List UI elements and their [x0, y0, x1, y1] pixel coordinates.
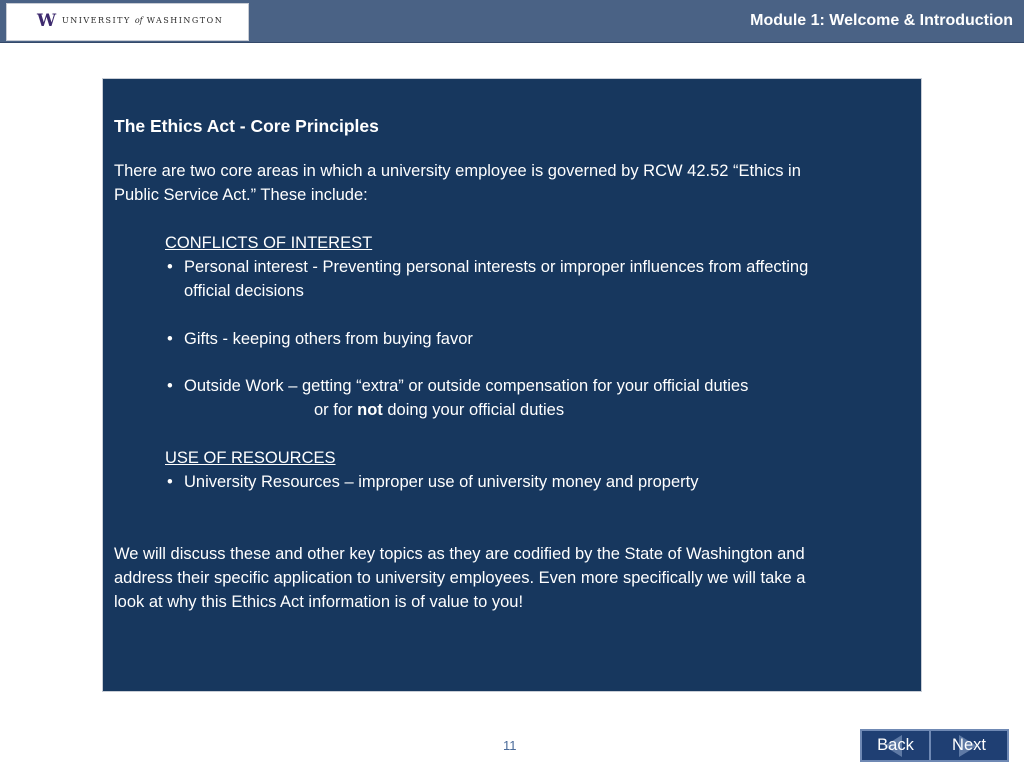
- page-number: 11: [503, 738, 517, 753]
- closing-text-line-1: We will discuss these and other key topics as they are codified by the State of Washington and: [114, 545, 805, 563]
- closing-text-line-3: look at why this Ethics Act information is of value to you!: [114, 593, 524, 611]
- module-title: Module 1: Welcome & Introduction: [750, 12, 1013, 29]
- uw-w-logo-icon: W: [37, 11, 56, 31]
- bullet-marker: •: [167, 377, 173, 395]
- bullet-marker: •: [167, 473, 173, 491]
- next-button-label: Next: [952, 736, 986, 754]
- intro-text-line-1: There are two core areas in which a university employee is governed by RCW 42.52 “Ethics in: [114, 162, 801, 180]
- bullet-outside-work-line-1: Outside Work – getting “extra” or outside compensation for your official duties: [184, 377, 749, 395]
- section-heading-resources: USE OF RESOURCES: [165, 449, 336, 467]
- logo-wordmark: UNIVERSITY of WASHINGTON: [62, 16, 224, 25]
- slide-title: The Ethics Act - Core Principles: [114, 116, 379, 136]
- back-button-label: Back: [877, 736, 914, 754]
- section-heading-conflicts: CONFLICTS OF INTEREST: [165, 234, 373, 252]
- next-button[interactable]: [929, 729, 1009, 762]
- intro-text-line-2: Public Service Act.” These include:: [114, 186, 368, 204]
- bullet-marker: •: [167, 330, 173, 348]
- bullet-personal-interest-line-2: official decisions: [184, 282, 304, 300]
- university-logo: [6, 3, 249, 41]
- back-button[interactable]: [860, 729, 931, 762]
- bullet-personal-interest-line-1: Personal interest - Preventing personal interests or improper influences from affecting: [184, 258, 809, 276]
- bullet-marker: •: [167, 258, 173, 276]
- bullet-outside-work-line-2: or for not doing your official duties: [314, 401, 565, 419]
- emphasis-not: not: [357, 401, 383, 419]
- bullet-university-resources: University Resources – improper use of university money and property: [184, 473, 699, 491]
- closing-text-line-2: address their specific application to university employees. Even more specifically we will take a: [114, 569, 806, 587]
- bullet-gifts: Gifts - keeping others from buying favor: [184, 330, 473, 348]
- content-panel: [102, 78, 922, 692]
- header-bar: [0, 0, 1024, 43]
